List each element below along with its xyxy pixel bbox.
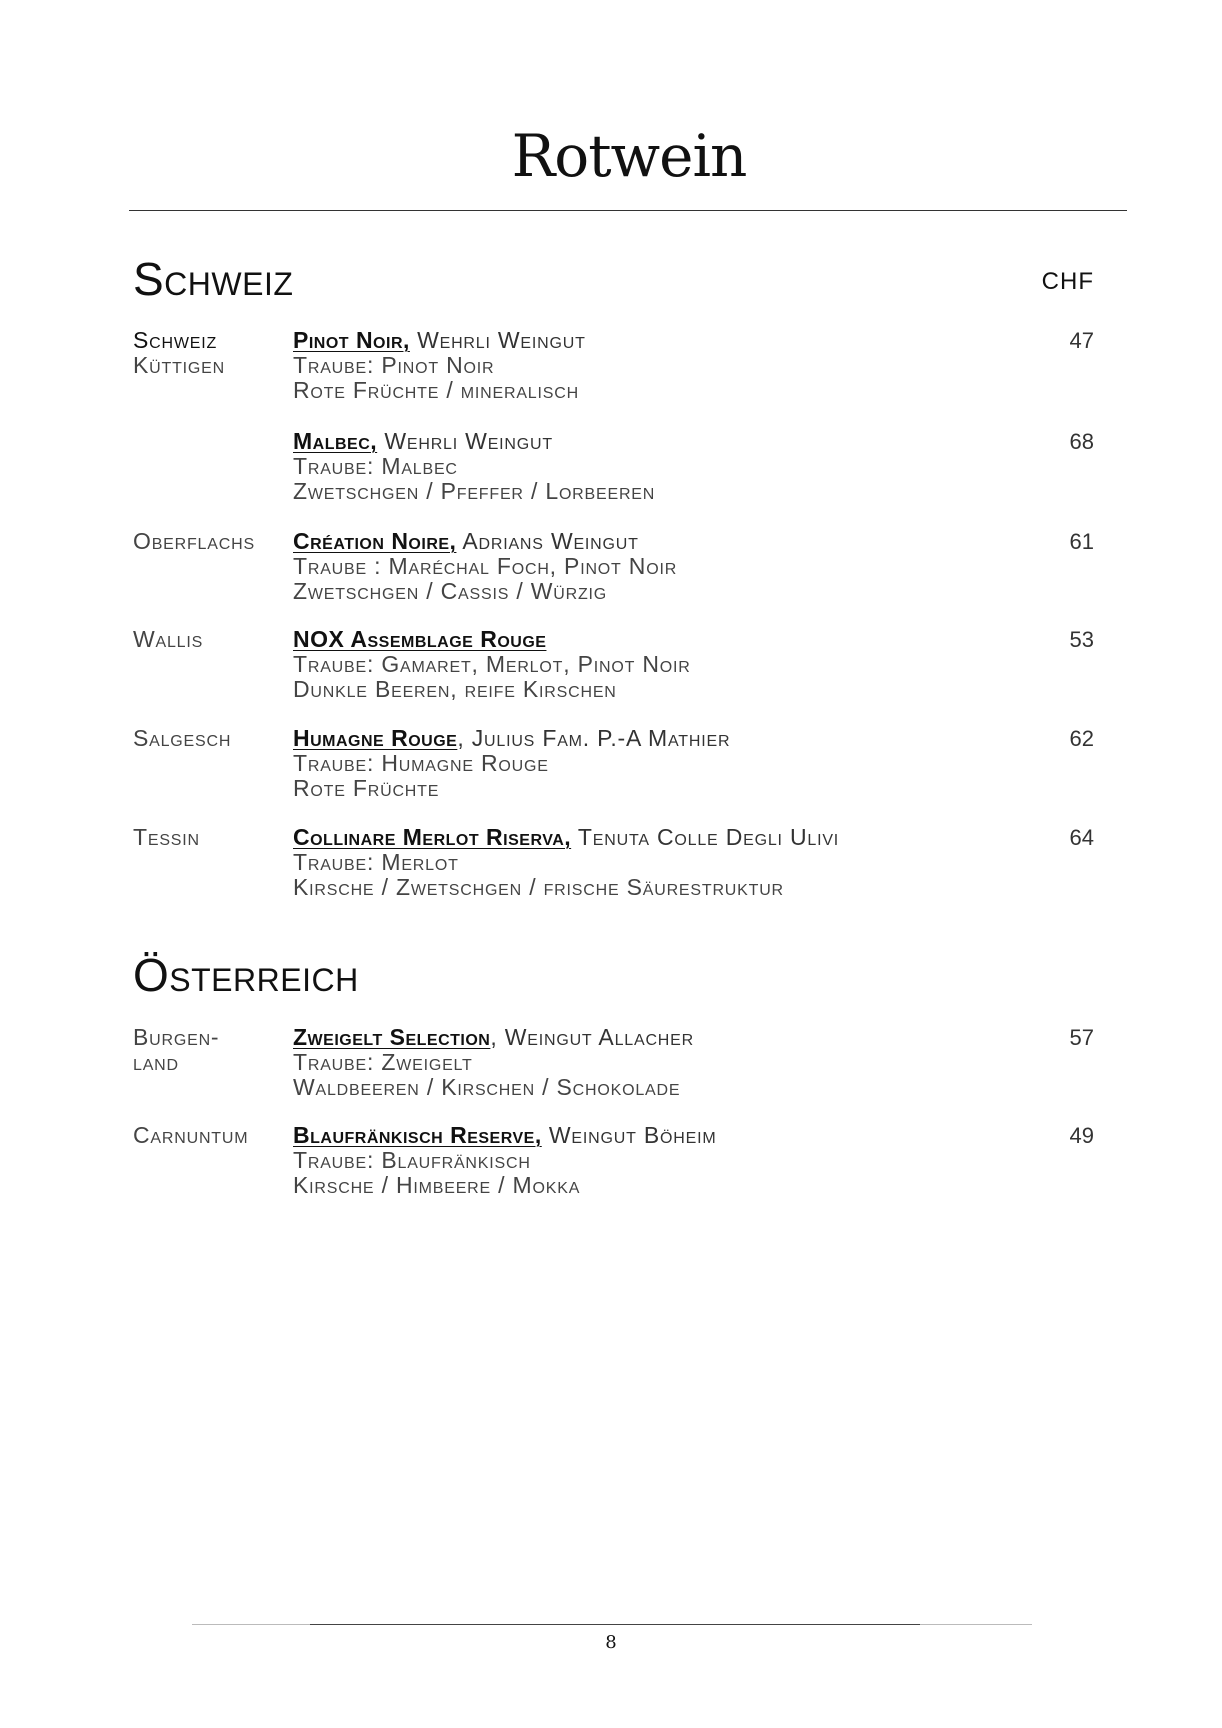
- wine-entry: [133, 328, 1094, 406]
- region-line: Burgen-: [133, 1024, 220, 1050]
- region-line: Tessin: [133, 824, 200, 850]
- wine-title-line: [293, 627, 1033, 652]
- wine-price: 47: [1069, 328, 1094, 353]
- wine-grape: Traube: Gamaret, Merlot, Pinot Noir: [293, 651, 691, 677]
- wine-notes: Rote Früchte: [293, 775, 440, 801]
- wine-producer: Wehrli Weingut: [409, 327, 586, 353]
- wine-title-line: [293, 529, 1033, 554]
- wine-producer: Tenuta Colle Degli Ulivi: [571, 824, 840, 850]
- wine-title-line: [293, 726, 1033, 751]
- wine-name: Zweigelt Selection: [293, 1024, 491, 1050]
- wine-price: 68: [1069, 429, 1094, 454]
- wine-entry: [133, 1123, 1094, 1201]
- wine-price: 61: [1069, 529, 1094, 554]
- region-line: Wallis: [133, 626, 204, 652]
- page-title: Rotwein: [511, 122, 747, 190]
- wine-name: Blaufränkisch Reserve,: [293, 1122, 542, 1148]
- wine-region: [133, 825, 288, 850]
- wine-producer: , Julius Fam. P.-A Mathier: [457, 725, 731, 751]
- region-line: land: [133, 1049, 179, 1075]
- region-line: Schweiz: [133, 327, 218, 353]
- wine-grape: Traube: Blaufränkisch: [293, 1147, 531, 1173]
- wine-details: [293, 825, 1033, 900]
- wine-producer: Adrians Weingut: [456, 528, 639, 554]
- wine-details: [293, 1123, 1033, 1198]
- wine-producer: Weingut Böheim: [541, 1122, 717, 1148]
- wine-entry: [133, 429, 1094, 507]
- wine-details: [293, 429, 1033, 504]
- wine-entry: [133, 529, 1094, 607]
- wine-details: [293, 328, 1033, 403]
- wine-grape: Traube: Pinot Noir: [293, 352, 495, 378]
- wine-notes: Kirsche / Zwetschgen / frische Säurestruktur: [293, 874, 784, 900]
- wine-notes: Zwetschgen / Pfeffer / Lorbeeren: [293, 478, 656, 504]
- wine-price: 62: [1069, 726, 1094, 751]
- wine-producer: , Weingut Allacher: [490, 1024, 694, 1050]
- wine-details: [293, 726, 1033, 801]
- wine-region: [133, 726, 288, 751]
- title-divider: [129, 210, 1127, 211]
- wine-grape: Traube : Maréchal Foch, Pinot Noir: [293, 553, 678, 579]
- region-line: Carnuntum: [133, 1122, 249, 1148]
- wine-grape: Traube: Malbec: [293, 453, 458, 479]
- wine-notes: Rote Früchte / mineralisch: [293, 377, 579, 403]
- wine-name: Collinare Merlot Riserva,: [293, 824, 572, 850]
- wine-region: [133, 1025, 288, 1075]
- wine-notes: Dunkle Beeren, reife Kirschen: [293, 676, 617, 702]
- wine-region: [133, 1123, 288, 1148]
- footer-divider-accent: [310, 1624, 920, 1625]
- wine-title-line: [293, 328, 1033, 353]
- wine-price: 53: [1069, 627, 1094, 652]
- wine-name: NOX Assemblage Rouge: [293, 626, 547, 652]
- wine-name: Humagne Rouge: [293, 725, 458, 751]
- wine-producer: Wehrli Weingut: [377, 428, 553, 454]
- wine-entry: [133, 825, 1094, 903]
- region-line: Küttigen: [133, 352, 225, 378]
- region-line: Salgesch: [133, 725, 232, 751]
- wine-grape: Traube: Humagne Rouge: [293, 750, 549, 776]
- wine-price: 64: [1069, 825, 1094, 850]
- page-number: 8: [605, 1632, 617, 1653]
- wine-title-line: [293, 825, 1033, 850]
- wine-price: 49: [1069, 1123, 1094, 1148]
- wine-title-line: [293, 429, 1033, 454]
- wine-details: [293, 529, 1033, 604]
- section-title-oesterreich: Österreich: [133, 949, 359, 1001]
- wine-price: 57: [1069, 1025, 1094, 1050]
- wine-details: [293, 1025, 1033, 1100]
- wine-entry: [133, 726, 1094, 804]
- wine-grape: Traube: Zweigelt: [293, 1049, 473, 1075]
- wine-entry: [133, 627, 1094, 705]
- wine-notes: Zwetschgen / Cassis / Würzig: [293, 578, 608, 604]
- wine-title-line: [293, 1025, 1033, 1050]
- wine-notes: Kirsche / Himbeere / Mokka: [293, 1172, 581, 1198]
- wine-notes: Waldbeeren / Kirschen / Schokolade: [293, 1074, 681, 1100]
- wine-name: Création Noire,: [293, 528, 457, 554]
- wine-entry: [133, 1025, 1094, 1103]
- wine-region: [133, 328, 288, 378]
- region-line: Oberflachs: [133, 528, 255, 554]
- wine-details: [293, 627, 1033, 702]
- wine-title-line: [293, 1123, 1033, 1148]
- currency-label: CHF: [1041, 268, 1094, 295]
- section-title-schweiz: Schweiz: [133, 253, 294, 305]
- wine-grape: Traube: Merlot: [293, 849, 459, 875]
- wine-name: Pinot Noir,: [293, 327, 410, 353]
- wine-region: [133, 529, 288, 554]
- wine-name: Malbec,: [293, 428, 378, 454]
- wine-region: [133, 627, 288, 652]
